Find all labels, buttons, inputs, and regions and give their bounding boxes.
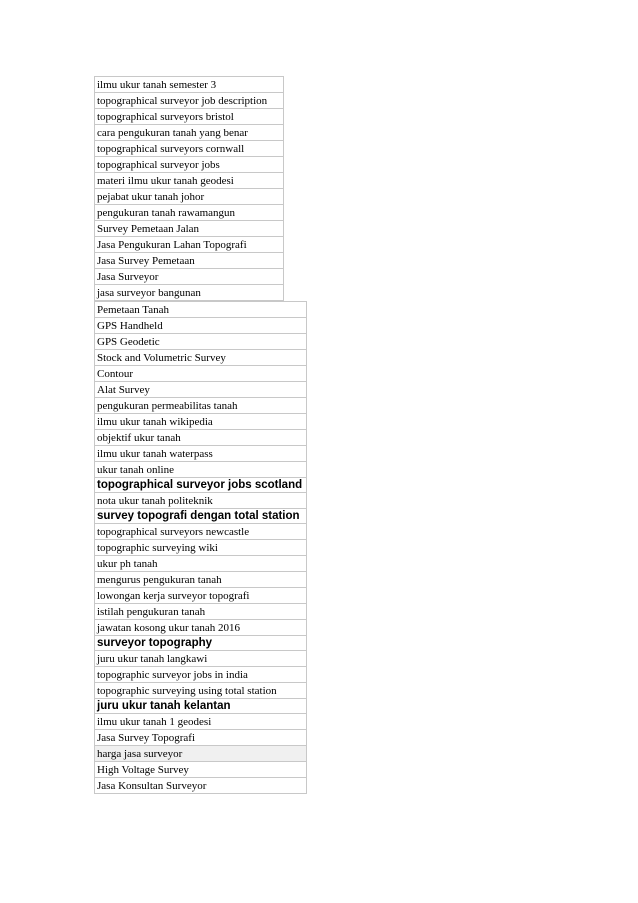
table-row <box>95 524 307 540</box>
table-cell: ilmu ukur tanah wikipedia <box>95 414 307 430</box>
table-row <box>95 125 284 141</box>
table-cell: topographical surveyors newcastle <box>95 524 307 540</box>
table-row <box>95 173 284 189</box>
table-cell: pengukuran permeabilitas tanah <box>95 398 307 414</box>
table-row <box>95 414 307 430</box>
table-row <box>95 556 307 572</box>
table-cell: Alat Survey <box>95 382 307 398</box>
table-cell: Contour <box>95 366 307 382</box>
table-row <box>95 572 307 588</box>
table-row <box>95 620 307 636</box>
table-cell: ukur tanah online <box>95 462 307 478</box>
table-cell: High Voltage Survey <box>95 762 307 778</box>
table-row <box>95 205 284 221</box>
table-cell: juru ukur tanah langkawi <box>95 651 307 667</box>
table-row <box>95 462 307 478</box>
table-cell: topographic surveying using total station <box>95 683 307 699</box>
table-cell: Stock and Volumetric Survey <box>95 350 307 366</box>
table-row <box>95 430 307 446</box>
table-row <box>95 334 307 350</box>
table-row <box>95 540 307 556</box>
table-row <box>95 253 284 269</box>
table-cell: topographical surveyors cornwall <box>95 141 284 157</box>
table-cell: harga jasa surveyor <box>95 746 307 762</box>
table-cell: objektif ukur tanah <box>95 430 307 446</box>
table-row <box>95 269 284 285</box>
table-cell: pejabat ukur tanah johor <box>95 189 284 205</box>
table-cell: topographical surveyor jobs <box>95 157 284 173</box>
table-row <box>95 714 307 730</box>
table-row <box>95 366 307 382</box>
table-cell: topographic surveyor jobs in india <box>95 667 307 683</box>
table-cell: topographical surveyor job description <box>95 93 284 109</box>
table-row <box>95 237 284 253</box>
table-cell: pengukuran tanah rawamangun <box>95 205 284 221</box>
table-row <box>95 636 307 651</box>
table-cell-highlighted: topographical surveyor jobs scotland <box>95 478 307 493</box>
keyword-table-1-body <box>95 77 284 301</box>
table-row <box>95 746 307 762</box>
table-row <box>95 157 284 173</box>
table-cell: ukur ph tanah <box>95 556 307 572</box>
table-cell: jawatan kosong ukur tanah 2016 <box>95 620 307 636</box>
table-row <box>95 109 284 125</box>
table-row <box>95 588 307 604</box>
keyword-table-2-body <box>95 302 307 794</box>
keyword-table-2 <box>94 301 307 794</box>
table-cell: cara pengukuran tanah yang benar <box>95 125 284 141</box>
table-row <box>95 93 284 109</box>
table-cell-highlighted: juru ukur tanah kelantan <box>95 699 307 714</box>
table-row <box>95 382 307 398</box>
table-cell: ilmu ukur tanah waterpass <box>95 446 307 462</box>
table-row <box>95 493 307 509</box>
table-row <box>95 667 307 683</box>
table-row <box>95 478 307 493</box>
table-cell: nota ukur tanah politeknik <box>95 493 307 509</box>
table-row <box>95 189 284 205</box>
table-cell: jasa surveyor bangunan <box>95 285 284 301</box>
table-row <box>95 350 307 366</box>
table-cell: materi ilmu ukur tanah geodesi <box>95 173 284 189</box>
table-cell: ilmu ukur tanah 1 geodesi <box>95 714 307 730</box>
table-cell-highlighted: surveyor topography <box>95 636 307 651</box>
table-row <box>95 398 307 414</box>
table-cell: Jasa Surveyor <box>95 269 284 285</box>
table-cell: topographic surveying wiki <box>95 540 307 556</box>
table-row <box>95 730 307 746</box>
table-cell: Survey Pemetaan Jalan <box>95 221 284 237</box>
table-cell: Pemetaan Tanah <box>95 302 307 318</box>
table-row <box>95 699 307 714</box>
table-cell: GPS Handheld <box>95 318 307 334</box>
table-row <box>95 285 284 301</box>
keyword-table-1 <box>94 76 284 301</box>
table-cell: lowongan kerja surveyor topografi <box>95 588 307 604</box>
table-row <box>95 221 284 237</box>
table-row <box>95 141 284 157</box>
table-row <box>95 604 307 620</box>
table-row <box>95 446 307 462</box>
table-row <box>95 762 307 778</box>
table-cell: Jasa Survey Topografi <box>95 730 307 746</box>
table-cell: topographical surveyors bristol <box>95 109 284 125</box>
table-cell: ilmu ukur tanah semester 3 <box>95 77 284 93</box>
table-row <box>95 509 307 524</box>
table-cell: Jasa Pengukuran Lahan Topografi <box>95 237 284 253</box>
table-cell: istilah pengukuran tanah <box>95 604 307 620</box>
table-row <box>95 318 307 334</box>
table-cell: Jasa Survey Pemetaan <box>95 253 284 269</box>
table-row <box>95 302 307 318</box>
table-cell: mengurus pengukuran tanah <box>95 572 307 588</box>
table-row <box>95 77 284 93</box>
table-row <box>95 651 307 667</box>
table-cell-highlighted: survey topografi dengan total station <box>95 509 307 524</box>
table-row <box>95 778 307 794</box>
table-cell: GPS Geodetic <box>95 334 307 350</box>
table-row <box>95 683 307 699</box>
table-cell: Jasa Konsultan Surveyor <box>95 778 307 794</box>
